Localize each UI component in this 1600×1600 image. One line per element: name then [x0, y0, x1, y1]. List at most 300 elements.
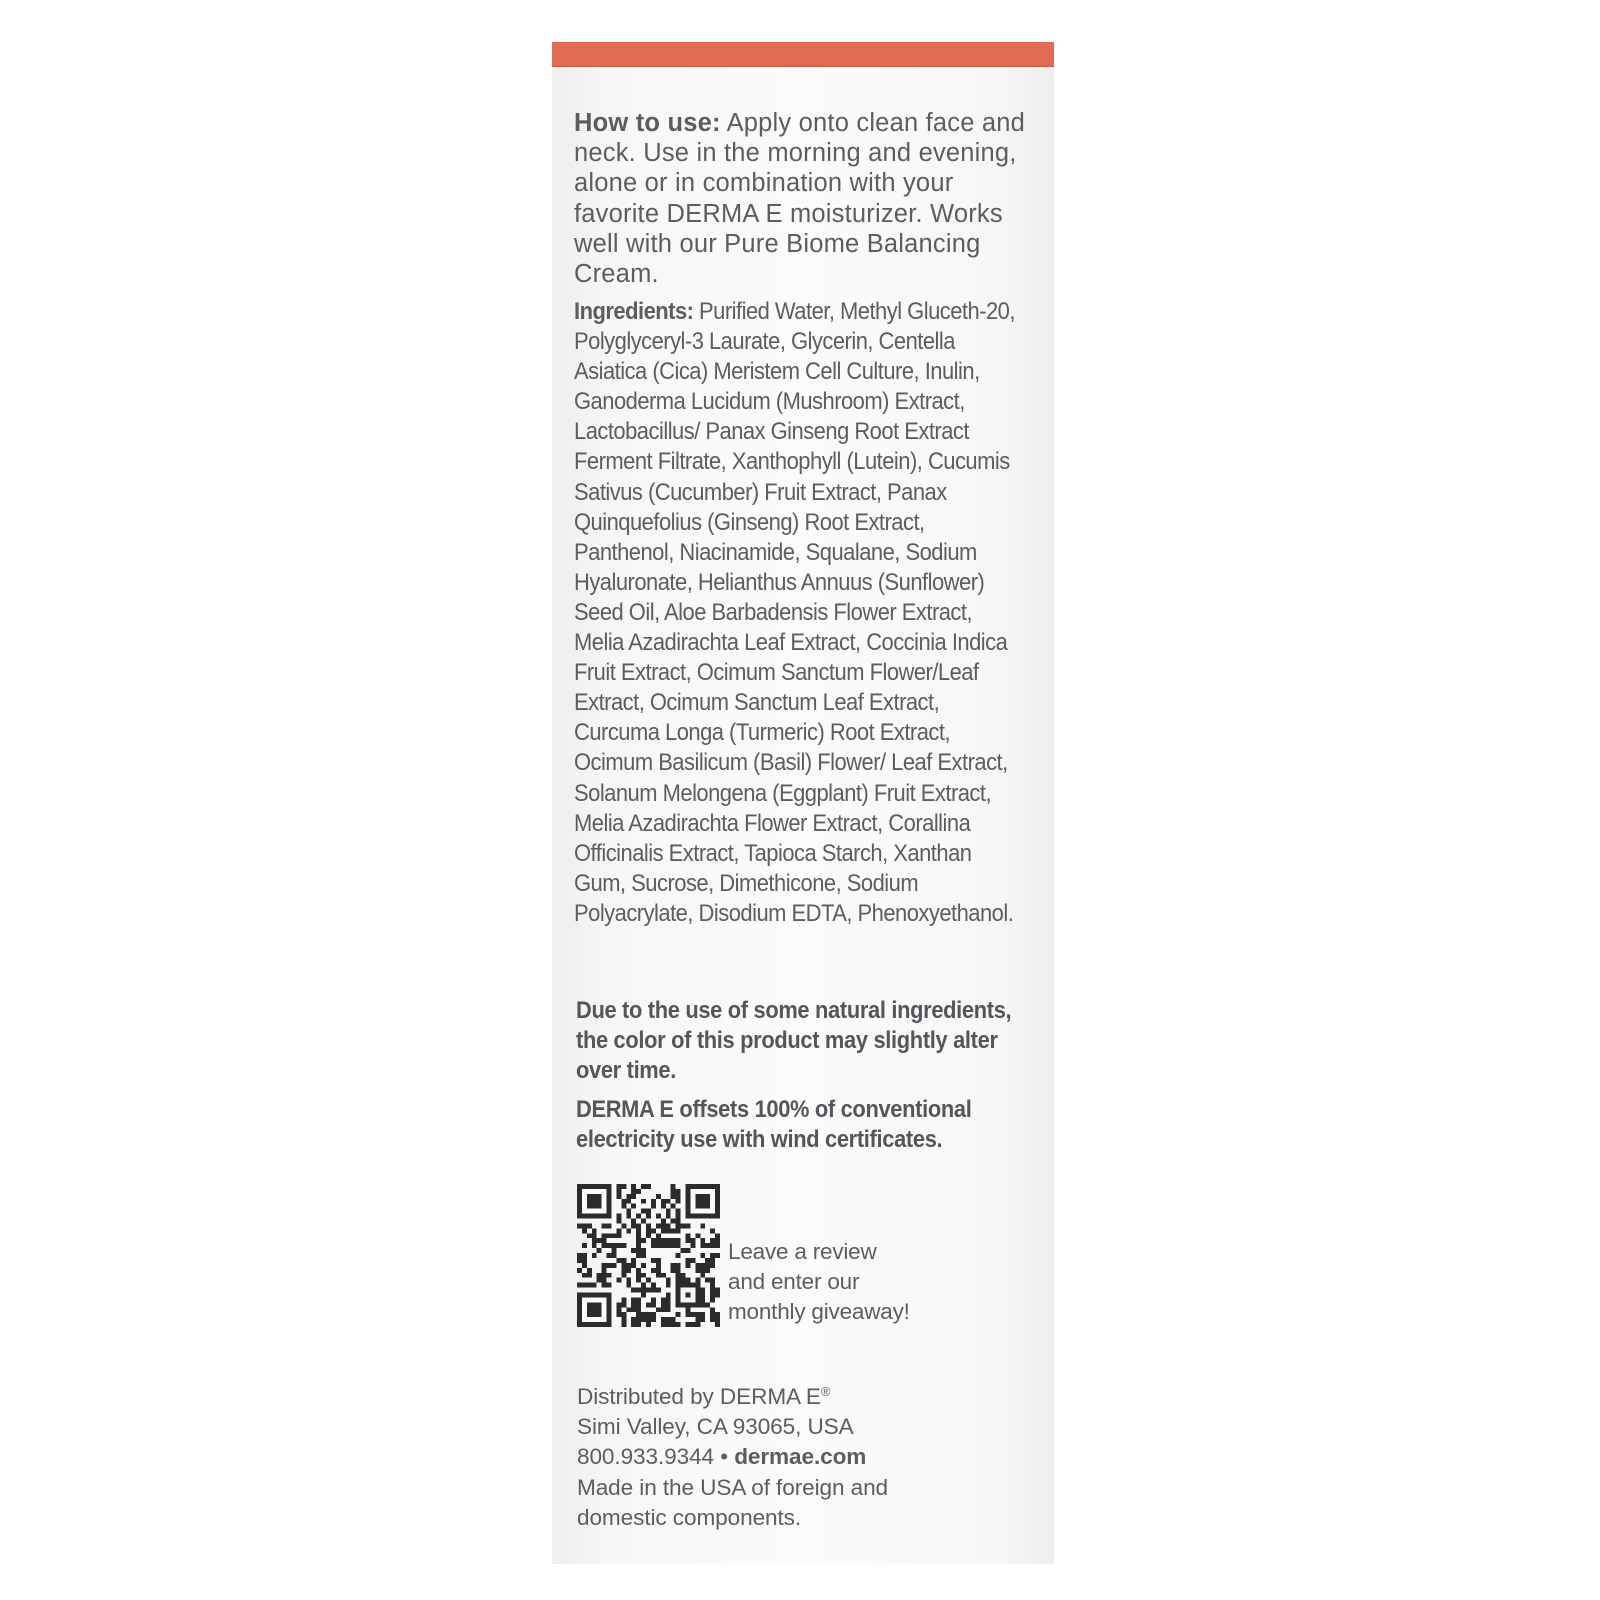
- ingredients-paragraph: [574, 297, 1019, 929]
- qr-module: [676, 1194, 681, 1199]
- qr-module: [715, 1312, 720, 1317]
- qr-module: [666, 1238, 671, 1243]
- qr-module: [621, 1184, 626, 1189]
- qr-module: [661, 1322, 666, 1327]
- qr-module: [616, 1214, 621, 1219]
- qr-module: [671, 1243, 676, 1248]
- qr-module: [621, 1273, 626, 1278]
- distributor-line: Distributed by DERMA E®: [577, 1384, 831, 1409]
- qr-module: [690, 1283, 695, 1288]
- qr-module: [621, 1243, 626, 1248]
- qr-module: [641, 1288, 646, 1293]
- qr-module: [666, 1317, 671, 1322]
- qr-module: [671, 1219, 676, 1224]
- qr-module: [681, 1302, 686, 1307]
- qr-module: [695, 1297, 700, 1302]
- qr-module: [685, 1263, 690, 1268]
- qr-module: [651, 1297, 656, 1302]
- qr-module: [631, 1302, 636, 1307]
- qr-module: [676, 1219, 681, 1224]
- qr-module: [681, 1273, 686, 1278]
- qr-module: [631, 1322, 636, 1327]
- qr-module: [641, 1238, 646, 1243]
- qr-module: [676, 1223, 681, 1228]
- qr-module: [676, 1199, 681, 1204]
- qr-module: [616, 1312, 621, 1317]
- qr-module: [695, 1288, 700, 1293]
- qr-module: [676, 1253, 681, 1258]
- qr-module: [656, 1233, 661, 1238]
- qr-module: [661, 1219, 666, 1224]
- qr-module: [651, 1312, 656, 1317]
- qr-module: [641, 1209, 646, 1214]
- qr-module: [612, 1253, 617, 1258]
- qr-module: [676, 1238, 681, 1243]
- qr-module: [676, 1209, 681, 1214]
- qr-module: [631, 1219, 636, 1224]
- qr-module: [636, 1238, 641, 1243]
- qr-module: [656, 1268, 661, 1273]
- qr-module: [641, 1263, 646, 1268]
- qr-module: [621, 1199, 626, 1204]
- qr-module: [676, 1189, 681, 1194]
- qr-module: [700, 1317, 705, 1322]
- qr-module: [715, 1253, 720, 1258]
- qr-module: [616, 1258, 621, 1263]
- qr-module: [636, 1297, 641, 1302]
- qr-module: [631, 1317, 636, 1322]
- qr-module: [700, 1243, 705, 1248]
- qr-module: [715, 1288, 720, 1293]
- qr-module: [681, 1248, 686, 1253]
- qr-module: [636, 1233, 641, 1238]
- qr-module: [602, 1223, 607, 1228]
- qr-module: [676, 1273, 681, 1278]
- qr-module: [661, 1238, 666, 1243]
- qr-module: [700, 1263, 705, 1268]
- qr-module: [656, 1243, 661, 1248]
- qr-module: [715, 1243, 720, 1248]
- origin-line-1: Made in the USA of foreign and: [577, 1474, 889, 1500]
- qr-module: [656, 1288, 661, 1293]
- qr-module: [710, 1258, 715, 1263]
- qr-module: [651, 1238, 656, 1243]
- qr-module: [587, 1283, 592, 1288]
- qr-module: [705, 1268, 710, 1273]
- qr-module: [646, 1322, 651, 1327]
- qr-module: [602, 1238, 607, 1243]
- qr-module: [587, 1233, 592, 1238]
- qr-module: [695, 1233, 700, 1238]
- qr-module: [646, 1302, 651, 1307]
- qr-module: [700, 1238, 705, 1243]
- qr-module: [685, 1302, 690, 1307]
- qr-module: [666, 1223, 671, 1228]
- qr-module: [685, 1307, 690, 1312]
- qr-module: [621, 1322, 626, 1327]
- qr-module: [676, 1243, 681, 1248]
- qr-module: [700, 1302, 705, 1307]
- qr-module: [612, 1243, 617, 1248]
- qr-module: [577, 1268, 582, 1273]
- qr-module: [671, 1263, 676, 1268]
- qr-module: [651, 1317, 656, 1322]
- qr-module: [685, 1278, 690, 1283]
- qr-module: [656, 1223, 661, 1228]
- qr-module: [636, 1248, 641, 1253]
- qr-module: [636, 1273, 641, 1278]
- qr-module: [626, 1278, 631, 1283]
- qr-module: [612, 1248, 617, 1253]
- qr-module: [705, 1278, 710, 1283]
- qr-module: [666, 1297, 671, 1302]
- qr-module: [612, 1233, 617, 1238]
- qr-module: [710, 1292, 715, 1297]
- qr-module: [676, 1278, 681, 1283]
- qr-module: [671, 1228, 676, 1233]
- qr-module: [656, 1214, 661, 1219]
- qr-module: [710, 1312, 715, 1317]
- qr-module: [641, 1248, 646, 1253]
- qr-module: [690, 1238, 695, 1243]
- qr-module: [676, 1288, 681, 1293]
- qr-module: [592, 1243, 597, 1248]
- qr-module: [636, 1307, 641, 1312]
- qr-module: [631, 1297, 636, 1302]
- qr-module: [597, 1273, 602, 1278]
- qr-module: [666, 1199, 671, 1204]
- qr-module: [607, 1283, 612, 1288]
- qr-module: [661, 1297, 666, 1302]
- qr-module: [621, 1263, 626, 1268]
- qr-module: [631, 1258, 636, 1263]
- qr-module: [646, 1214, 651, 1219]
- qr-module: [666, 1307, 671, 1312]
- phone-number: 800.933.9344: [577, 1444, 715, 1470]
- qr-module: [681, 1278, 686, 1283]
- product-label-panel: [552, 42, 1054, 1564]
- qr-module: [616, 1194, 621, 1199]
- qr-module: [685, 1233, 690, 1238]
- qr-module: [597, 1248, 602, 1253]
- qr-module: [646, 1184, 651, 1189]
- qr-module: [690, 1258, 695, 1263]
- qr-module: [646, 1223, 651, 1228]
- qr-module: [641, 1312, 646, 1317]
- qr-module: [631, 1184, 636, 1189]
- qr-module: [715, 1317, 720, 1322]
- qr-module: [636, 1223, 641, 1228]
- qr-module: [641, 1199, 646, 1204]
- qr-module: [616, 1184, 621, 1189]
- qr-module: [710, 1288, 715, 1293]
- qr-module: [700, 1223, 705, 1228]
- qr-module: [671, 1189, 676, 1194]
- qr-module: [695, 1292, 700, 1297]
- distributor-contact: [577, 1442, 1047, 1472]
- qr-module: [621, 1223, 626, 1228]
- qr-module: [671, 1268, 676, 1273]
- qr-module: [676, 1228, 681, 1233]
- qr-module: [582, 1243, 587, 1248]
- qr-module: [661, 1243, 666, 1248]
- qr-module: [676, 1268, 681, 1273]
- qr-module: [621, 1204, 626, 1209]
- qr-code-icon[interactable]: [577, 1184, 720, 1327]
- qr-module: [685, 1292, 690, 1297]
- how-to-use-paragraph: [574, 108, 1044, 289]
- review-line-2: and enter our: [728, 1269, 860, 1295]
- qr-module: [621, 1317, 626, 1322]
- qr-module: [607, 1243, 612, 1248]
- ingredients-label: Ingredients:: [574, 299, 694, 325]
- qr-module: [626, 1283, 631, 1288]
- qr-module: [616, 1233, 621, 1238]
- qr-module: [626, 1214, 631, 1219]
- qr-module: [676, 1322, 681, 1327]
- qr-module: [616, 1243, 621, 1248]
- qr-module: [577, 1283, 582, 1288]
- qr-module: [621, 1312, 626, 1317]
- qr-module: [690, 1322, 695, 1327]
- qr-module: [700, 1312, 705, 1317]
- qr-module: [705, 1243, 710, 1248]
- qr-module: [705, 1302, 710, 1307]
- ingredients-text: Purified Water, Methyl Gluceth-20, Polyglyceryl-3 Laurate, Glycerin, Centella Asiatica (Cica) Meristem Cell Culture, Inulin, Ganoderma Lucidum (Mushroom) Extract, Lactobacillus/ Panax Ginseng Root Extract Ferment Filtrate, Xanthophyll (Lutein), Cucumis Sativus (Cucumber) Fruit Extract, Panax Quinquefolius (Ginseng) Root Extract, Panthenol, Niacinamide, Squalane, Sodium Hyaluronate, Helianthus Annuus (Sunflower) Seed Oil, Aloe Barbadensis Flower Extract, Melia Azadirachta Leaf Extract, Coccinia Indica Fruit Extract, Ocimum Sanctum Flower/Leaf Extract, Ocimum Sanctum Leaf Extract, Curcuma Longa (Turmeric) Root Extract, Ocimum Basilicum (Basil) Flower/ Leaf Extract, Solanum Melongena (Eggplant) Fruit Extract, Melia Azadirachta Flower Extract, Corallina Officinalis Extract, Tapioca Starch, Xanthan Gum, Sucrose, Dimethicone, Sodium Polyacrylate, Disodium EDTA, Phenoxyethanol.: [574, 299, 1015, 927]
- qr-module: [690, 1243, 695, 1248]
- qr-module: [641, 1292, 646, 1297]
- qr-module: [700, 1297, 705, 1302]
- qr-module: [661, 1273, 666, 1278]
- qr-module: [671, 1322, 676, 1327]
- qr-module: [616, 1228, 621, 1233]
- qr-module: [695, 1322, 700, 1327]
- qr-module: [631, 1223, 636, 1228]
- qr-module: [582, 1273, 587, 1278]
- qr-module: [592, 1238, 597, 1243]
- qr-module: [676, 1283, 681, 1288]
- qr-module: [700, 1288, 705, 1293]
- qr-module: [582, 1223, 587, 1228]
- qr-module: [676, 1297, 681, 1302]
- qr-module: [602, 1283, 607, 1288]
- qr-module: [641, 1253, 646, 1258]
- qr-module: [666, 1209, 671, 1214]
- qr-module: [666, 1243, 671, 1248]
- qr-module: [671, 1238, 676, 1243]
- qr-module: [631, 1189, 636, 1194]
- qr-module: [602, 1278, 607, 1283]
- distributor-block: [577, 1382, 1047, 1533]
- qr-module: [577, 1253, 582, 1258]
- qr-module: [592, 1233, 597, 1238]
- qr-module: [607, 1263, 612, 1268]
- qr-module: [636, 1228, 641, 1233]
- qr-module: [681, 1223, 686, 1228]
- qr-module: [695, 1283, 700, 1288]
- qr-module: [666, 1228, 671, 1233]
- qr-module: [651, 1283, 656, 1288]
- how-to-use-text: Apply onto clean face and neck. Use in the morning and evening, alone or in combination with your favorite DERMA E moisturizer. Works well with our Pure Biome Balancing Cream.: [574, 109, 1026, 289]
- qr-module: [671, 1317, 676, 1322]
- qr-module: [695, 1302, 700, 1307]
- origin-line-2: domestic components.: [577, 1504, 802, 1530]
- qr-module: [616, 1278, 621, 1283]
- qr-module: [607, 1233, 612, 1238]
- qr-module: [621, 1258, 626, 1263]
- qr-module: [587, 1268, 592, 1273]
- qr-module: [661, 1307, 666, 1312]
- qr-module: [592, 1253, 597, 1258]
- qr-module: [636, 1302, 641, 1307]
- qr-module: [631, 1307, 636, 1312]
- qr-module: [671, 1194, 676, 1199]
- qr-module: [631, 1248, 636, 1253]
- qr-module: [626, 1263, 631, 1268]
- qr-module: [607, 1223, 612, 1228]
- qr-module: [626, 1307, 631, 1312]
- qr-module: [616, 1302, 621, 1307]
- qr-module: [646, 1209, 651, 1214]
- qr-module: [597, 1278, 602, 1283]
- qr-module: [646, 1228, 651, 1233]
- qr-module: [626, 1199, 631, 1204]
- qr-module: [685, 1238, 690, 1243]
- qr-module: [592, 1283, 597, 1288]
- qr-module: [631, 1204, 636, 1209]
- review-line-3: monthly giveaway!: [728, 1299, 910, 1325]
- qr-module: [636, 1253, 641, 1258]
- qr-module: [700, 1292, 705, 1297]
- qr-module: [651, 1268, 656, 1273]
- qr-module: [651, 1302, 656, 1307]
- qr-module: [621, 1268, 626, 1273]
- qr-module: [690, 1312, 695, 1317]
- qr-module: [616, 1189, 621, 1194]
- qr-module: [607, 1273, 612, 1278]
- qr-module: [646, 1312, 651, 1317]
- qr-module: [646, 1278, 651, 1283]
- qr-module: [710, 1278, 715, 1283]
- qr-module: [656, 1263, 661, 1268]
- qr-module: [602, 1263, 607, 1268]
- qr-module: [641, 1184, 646, 1189]
- accent-top-bar: [552, 42, 1054, 67]
- qr-module: [656, 1258, 661, 1263]
- qr-module: [636, 1278, 641, 1283]
- qr-module: [646, 1317, 651, 1322]
- qr-module: [602, 1243, 607, 1248]
- color-change-note: Due to the use of some natural ingredients, the color of this product may slightly alter over time.: [576, 997, 1012, 1085]
- qr-module: [577, 1223, 582, 1228]
- qr-module: [695, 1312, 700, 1317]
- qr-module: [631, 1288, 636, 1293]
- qr-module: [710, 1297, 715, 1302]
- qr-module: [582, 1283, 587, 1288]
- qr-module: [661, 1302, 666, 1307]
- qr-module: [695, 1317, 700, 1322]
- qr-module: [666, 1302, 671, 1307]
- qr-module: [676, 1292, 681, 1297]
- qr-module: [577, 1258, 582, 1263]
- qr-module: [710, 1283, 715, 1288]
- qr-module: [651, 1288, 656, 1293]
- qr-module: [695, 1263, 700, 1268]
- how-to-use-label: How to use:: [574, 109, 721, 137]
- qr-module: [651, 1204, 656, 1209]
- qr-module: [582, 1228, 587, 1233]
- qr-module: [715, 1292, 720, 1297]
- qr-module: [636, 1243, 641, 1248]
- qr-module: [705, 1258, 710, 1263]
- qr-module: [671, 1204, 676, 1209]
- qr-module: [656, 1307, 661, 1312]
- qr-module: [695, 1278, 700, 1283]
- qr-module: [587, 1273, 592, 1278]
- qr-module: [676, 1263, 681, 1268]
- qr-module: [685, 1223, 690, 1228]
- qr-module: [636, 1317, 641, 1322]
- qr-module: [705, 1263, 710, 1268]
- qr-module: [685, 1258, 690, 1263]
- qr-module: [666, 1283, 671, 1288]
- qr-module: [676, 1214, 681, 1219]
- qr-module: [651, 1199, 656, 1204]
- qr-module: [626, 1268, 631, 1273]
- qr-module: [661, 1199, 666, 1204]
- website-link[interactable]: dermae.com: [734, 1444, 867, 1470]
- qr-module: [710, 1263, 715, 1268]
- qr-module: [582, 1253, 587, 1258]
- qr-module: [636, 1288, 641, 1293]
- qr-module: [636, 1189, 641, 1194]
- qr-module: [616, 1219, 621, 1224]
- registered-mark: ®: [820, 1384, 831, 1399]
- qr-module: [656, 1194, 661, 1199]
- qr-module: [715, 1322, 720, 1327]
- qr-module: [695, 1268, 700, 1273]
- qr-module: [710, 1243, 715, 1248]
- qr-module: [646, 1233, 651, 1238]
- qr-module: [661, 1204, 666, 1209]
- qr-module: [626, 1228, 631, 1233]
- qr-module: [612, 1263, 617, 1268]
- qr-module: [641, 1219, 646, 1224]
- qr-module: [626, 1194, 631, 1199]
- qr-module: [710, 1238, 715, 1243]
- qr-module: [631, 1263, 636, 1268]
- qr-module: [641, 1317, 646, 1322]
- qr-module: [681, 1283, 686, 1288]
- review-callout: [728, 1237, 948, 1328]
- qr-module: [626, 1209, 631, 1214]
- qr-module: [631, 1194, 636, 1199]
- qr-module: [666, 1292, 671, 1297]
- qr-module: [636, 1214, 641, 1219]
- qr-module: [685, 1283, 690, 1288]
- distributor-address: Simi Valley, CA 93065, USA: [577, 1414, 854, 1440]
- qr-module: [661, 1228, 666, 1233]
- qr-module: [685, 1312, 690, 1317]
- bullet-separator: •: [714, 1444, 735, 1470]
- qr-module: [641, 1283, 646, 1288]
- qr-module: [685, 1322, 690, 1327]
- qr-module: [636, 1322, 641, 1327]
- qr-module: [690, 1302, 695, 1307]
- qr-module: [636, 1312, 641, 1317]
- qr-module: [602, 1233, 607, 1238]
- qr-module: [616, 1307, 621, 1312]
